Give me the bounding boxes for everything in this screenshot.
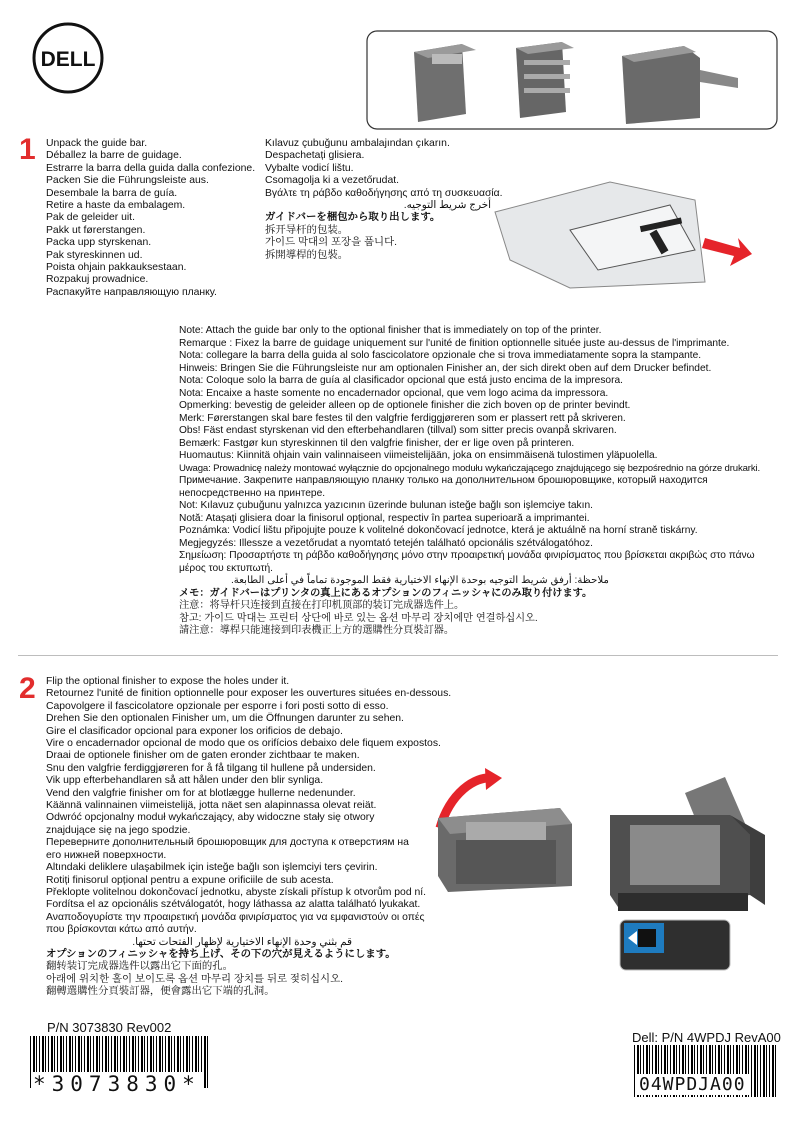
instruction-line: Desembale la barra de guía. (46, 187, 178, 199)
note-line: ملاحظة: أرفق شريط التوجيه بوحدة الإنهاء الاختيارية فقط الموجودة تماماً في أعلى الطابعة. (230, 575, 609, 586)
note-line: 注意：将导杆只连接到直接在打印机顶部的装订完成器选件上。 (179, 600, 465, 611)
instruction-line: Retire a haste da embalagem. (46, 200, 186, 212)
instruction-line: 가이드 막대의 포장을 풉니다. (265, 237, 397, 249)
instruction-line: Αναποδογυρίστε την προαιρετική μονάδα φινιρίσματος για να εμφανιστούν οι οπές (46, 911, 425, 923)
note-line: Uwaga: Prowadnicę należy montować wyłącznie do opcjonalnego modułu wykańczającego znajdującego się bezpośrednio na górze drukarki. (179, 462, 760, 474)
instruction-line: Vik upp efterbehandlaren så att hålen under den blir synliga. (46, 775, 324, 787)
finisher-options-illustration (366, 30, 778, 130)
flip-finisher-illustration (420, 768, 590, 893)
instruction-line: Βγάλτε τη ράβδο καθοδήγησης από τη συσκευασία. (265, 187, 503, 199)
instruction-line: Snu den valgfrie ferdiggjøreren for å få tilgang til hullene på undersiden. (46, 762, 376, 774)
instruction-line: Fordítsa el az opcionális szétválogatót, hogy láthassa az alatta található lyukakat. (46, 899, 421, 911)
instruction-line: Kılavuz çubuğunu ambalajından çıkarın. (265, 138, 450, 149)
note-line: Примечание. Закрепите направляющую планку только на дополнительном брошюровщике, который находится непосредственно на принтере. (179, 475, 708, 499)
note-line: Nota: Encaixe a haste somente no encadernador opcional, que vem logo acima da impressora. (179, 387, 609, 399)
instruction-line: Flip the optional finisher to expose the holes under it. (46, 676, 290, 687)
note-line: Obs! Fäst endast styrskenan vid den efterbehandlaren (tillval) som sitter precis ovanpå skrivaren. (179, 425, 617, 436)
instruction-line: Pak styreskinnen ud. (46, 249, 143, 261)
note-line: 請注意：導桿只能連接到印表機正上方的選購性分頁裝訂器。 (179, 625, 455, 636)
instruction-line: Packa upp styrskenan. (46, 237, 152, 249)
instruction-line: Překlopte volitelnou dokončovací jednotku, abyste získali přístup k otvorům pod ní. (46, 886, 427, 898)
instruction-line: Draai de optionele finisher om de gaten eronder zichtbaar te maken. (46, 750, 360, 762)
note-line: Huomautus: Kiinnitä ohjain vain valinnaiseen viimeistelijään, joka on ensimmäisenä tulostimen yläpuolella. (179, 450, 658, 461)
instruction-line: Vend den valgfrie finisher om for at blotlægge hullerne nedenunder. (46, 787, 356, 799)
note-line: Poznámka: Vodicí lištu připojujte pouze k volitelné dokončovací jednotce, která je aktuálně na horní straně tiskárny. (179, 525, 698, 536)
instruction-line: ガイドバーを梱包から取り出します。 (265, 212, 441, 224)
step-2-instructions (46, 676, 451, 999)
part-number-right: Dell: P/N 4WPDJ RevA00 (632, 1030, 781, 1045)
finisher-holes-illustration (600, 775, 778, 975)
note-line: Hinweis: Bringen Sie die Führungsleiste nur am optionalen Finisher an, der sich direkt oben auf dem Drucker befindet. (179, 362, 712, 374)
svg-text:DELL: DELL (40, 48, 96, 71)
note-line: Note: Attach the guide bar only to the optional finisher that is immediately on top of the printer. (179, 325, 602, 336)
instruction-line: Drehen Sie den optionalen Finisher um, um die Öffnungen darunter zu sehen. (46, 713, 404, 725)
instruction-line: قم بثني وحدة الإنهاء الاختيارية لإظهار الفتحات تحتها. (132, 936, 352, 948)
instruction-line: 翻转装订完成器选件以露出它下面的孔。 (46, 961, 234, 973)
barcode-left-text: *3073830* (33, 1072, 201, 1096)
section-divider (18, 655, 778, 656)
instruction-line: Packen Sie die Führungsleiste aus. (46, 175, 209, 187)
instruction-line: Pak de geleider uit. (46, 212, 135, 224)
note-line: Remarque : Fixez la barre de guidage uniquement sur l'unité de finition optionnelle située juste au-dessus de l'imprimante. (179, 337, 730, 349)
note-line: Merk: Førerstangen skal bare festes til den valgfrie ferdiggjøreren som er plassert rett på skriveren. (179, 412, 626, 424)
instruction-line: Estrarre la barra della guida dalla confezione. (46, 162, 256, 174)
note-line: Notă: Atașați glisiera doar la finisorul opțional, respectiv în partea superioară a imprimantei. (179, 512, 590, 524)
instruction-line: που βρίσκονται κάτω από αυτήν. (46, 924, 197, 936)
instruction-line: أخرج شريط التوجيه. (403, 200, 491, 212)
instruction-line: znajdujące się na jego spodzie. (46, 824, 191, 836)
step-1-number: 1 (19, 133, 36, 166)
part-number-left: P/N 3073830 Rev002 (47, 1020, 172, 1035)
instruction-line: Pakk ut førerstangen. (46, 224, 146, 236)
step-1-instructions (46, 138, 255, 299)
instruction-line: Распакуйте направляющую планку. (46, 286, 217, 298)
instruction-line: Csomagolja ki a vezetőrudat. (265, 175, 399, 187)
unpack-guide-bar-illustration (490, 170, 760, 290)
instruction-line: Odwróć opcjonalny moduł wykańczający, aby widoczne stały się otwory (46, 812, 375, 824)
step-2-number: 2 (19, 672, 36, 705)
note-line: Megjegyzés: Illessze a vezetőrudat a nyomtató tetején található opcionális szétválogatóhoz. (179, 537, 593, 549)
note-block (179, 325, 789, 638)
note-line: Bemærk: Fastgør kun styreskinnen til den valgfrie finisher, der er lige oven på printeren. (179, 437, 575, 449)
note-line: メモ：ガイドバーはプリンタの真上にあるオプションのフィニッシャにのみ取り付けます。 (179, 587, 593, 599)
instruction-line: Vire o encadernador opcional de modo que os orifícios debaixo dele fiquem expostos. (46, 738, 441, 750)
instruction-line: Retournez l'unité de finition optionnelle pour exposer les ouvertures situées en-dessous. (46, 688, 452, 700)
instruction-line: 拆開導桿的包裝。 (265, 249, 349, 261)
instruction-line: オプションのフィニッシャを持ち上げ、その下の穴が見えるようにします。 (46, 948, 396, 960)
instruction-line: 拆开导杆的包装。 (265, 224, 349, 236)
note-line: Nota: collegare la barra della guida al solo fascicolatore opzionale che si trova immediatamente sopra la stampante. (179, 350, 702, 361)
barcode-right-text: 04WPDJA00 (636, 1074, 749, 1095)
instruction-line: Gire el clasificador opcional para exponer los orificios de debajo. (46, 725, 343, 737)
instruction-line: Capovolgere il fascicolatore opzionale per esporre i fori posti sotto di esso. (46, 700, 389, 712)
note-line: 참고: 가이드 막대는 프린터 상단에 바로 있는 옵션 마무리 장치에만 연결하십시오. (179, 612, 538, 624)
instruction-line: Käännä valinnainen viimeistelijä, jotta näet sen alapinnassa olevat reiät. (46, 800, 377, 812)
instruction-line: Rozpakuj prowadnice. (46, 274, 149, 286)
instruction-line: 아래에 위치한 홀이 보이도록 옵션 마무리 장치를 뒤로 젖히십시오. (46, 973, 343, 985)
instruction-line: Despachetați glisiera. (265, 150, 365, 162)
instruction-line: Vybalte vodicí lištu. (265, 162, 354, 174)
instruction-line: Déballez la barre de guidage. (46, 150, 182, 162)
instruction-line: Переверните дополнительный брошюровщик для доступа к отверстиям на (46, 837, 409, 849)
instruction-line: Altındaki deliklere ulaşabilmek için isteğe bağlı son işlemciyi ters çevirin. (46, 862, 378, 874)
instruction-line: его нижней поверхности. (46, 849, 167, 861)
note-line: Opmerking: bevestig de geleider alleen op de optionele finisher die zich boven op de printer bevindt. (179, 400, 631, 411)
instruction-line: Rotiți finisorul opțional pentru a expune orificiile de sub acesta. (46, 874, 334, 886)
instruction-line: Poista ohjain pakkauksestaan. (46, 262, 187, 274)
instruction-line: Unpack the guide bar. (46, 138, 148, 149)
note-line: Not: Kılavuz çubuğunu yalnızca yazıcının üzerinde bulunan isteğe bağlı son işlemciye takın. (179, 500, 593, 511)
step-1-instructions-col2 (265, 138, 503, 262)
note-line: Σημείωση: Προσαρτήστε τη ράβδο καθοδήγησης μόνο στην προαιρετική μονάδα φινιρίσματος που βρίσκεται ακριβώς στο πάνω μέρος του εκτυπωτή. (179, 550, 755, 574)
instruction-line: 翻轉選購性分頁裝訂器，便會露出它下端的孔洞。 (46, 986, 275, 998)
note-line: Nota: Coloque solo la barra de guía al clasificador opcional que está justo encima de la impresora. (179, 375, 623, 386)
dell-logo (30, 20, 106, 96)
